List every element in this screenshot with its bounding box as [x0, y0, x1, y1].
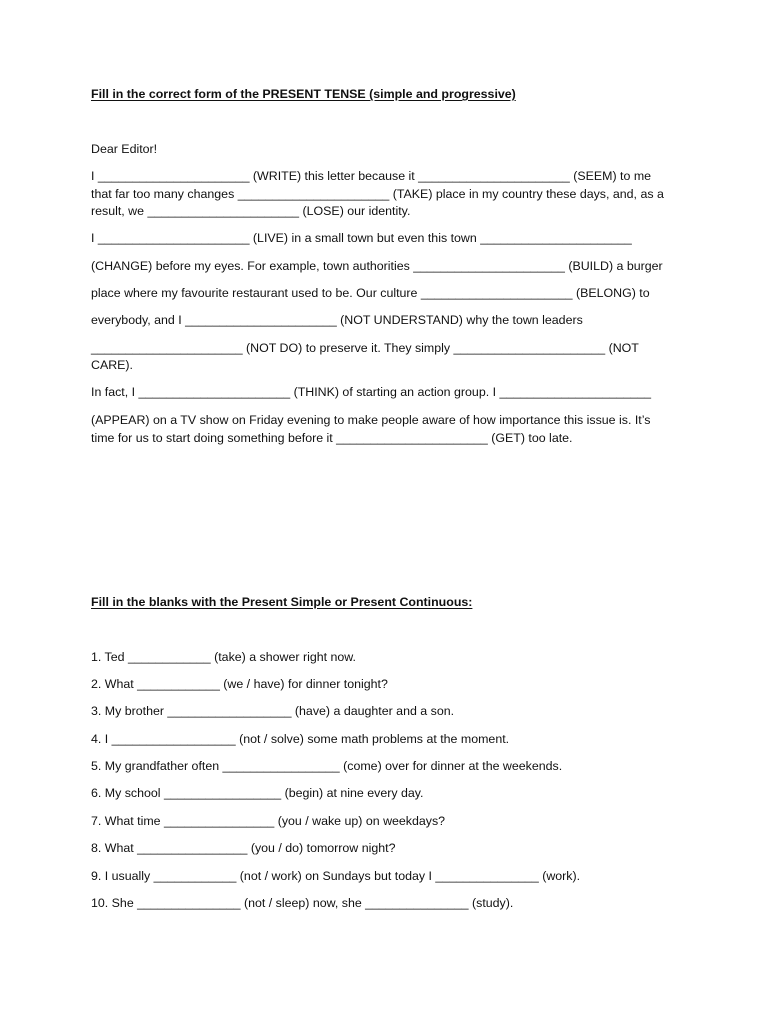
exercise1-line: result, we ______________________ (LOSE) our identity.	[91, 204, 411, 218]
exercise1-line: ______________________ (NOT DO) to preserve it. They simply ______________________ (NOT	[91, 341, 639, 355]
exercise2-item-4: 4. I __________________ (not / solve) some math problems at the moment.	[91, 732, 510, 746]
exercise1-line: CARE).	[91, 358, 133, 372]
exercise1-line: place where my favourite restaurant used to be. Our culture ______________________ (BELONG) to	[91, 286, 650, 300]
section1-heading: Fill in the correct form of the PRESENT TENSE (simple and progressive)	[91, 87, 516, 101]
exercise1-line: everybody, and I ______________________ (NOT UNDERSTAND) why the town leaders	[91, 313, 583, 327]
exercise2-item-7: 7. What time ________________ (you / wake up) on weekdays?	[91, 814, 446, 828]
salutation: Dear Editor!	[91, 142, 158, 156]
exercise2-item-6: 6. My school _________________ (begin) at nine every day.	[91, 786, 424, 800]
exercise2-item-5: 5. My grandfather often _________________ (come) over for dinner at the weekends.	[91, 759, 563, 773]
exercise2-item-3: 3. My brother __________________ (have) a daughter and a son.	[91, 704, 455, 718]
section2-heading: Fill in the blanks with the Present Simple or Present Continuous:	[91, 595, 473, 609]
exercise2-item-1: 1. Ted ____________ (take) a shower right now.	[91, 650, 356, 664]
exercise1-line: I ______________________ (WRITE) this letter because it ______________________ (SEEM) to me	[91, 169, 652, 183]
exercise2-item-2: 2. What ____________ (we / have) for dinner tonight?	[91, 677, 388, 691]
exercise2-item-10: 10. She _______________ (not / sleep) now, she _______________ (study).	[91, 896, 514, 910]
exercise2-item-8: 8. What ________________ (you / do) tomorrow night?	[91, 841, 396, 855]
exercise1-line: (APPEAR) on a TV show on Friday evening to make people aware of how importance this issue is. It’s	[91, 413, 651, 427]
exercise1-line: (CHANGE) before my eyes. For example, town authorities ______________________ (BUILD) a burger	[91, 259, 663, 273]
exercise1-line: In fact, I ______________________ (THINK) of starting an action group. I ______________________	[91, 385, 652, 399]
exercise2-item-9: 9. I usually ____________ (not / work) on Sundays but today I _______________ (work).	[91, 869, 581, 883]
exercise1-line: time for us to start doing something before it ______________________ (GET) too late.	[91, 431, 573, 445]
exercise1-line: that far too many changes ______________________ (TAKE) place in my country these days, and, as a	[91, 187, 664, 201]
exercise1-line: I ______________________ (LIVE) in a small town but even this town ______________________	[91, 231, 632, 245]
